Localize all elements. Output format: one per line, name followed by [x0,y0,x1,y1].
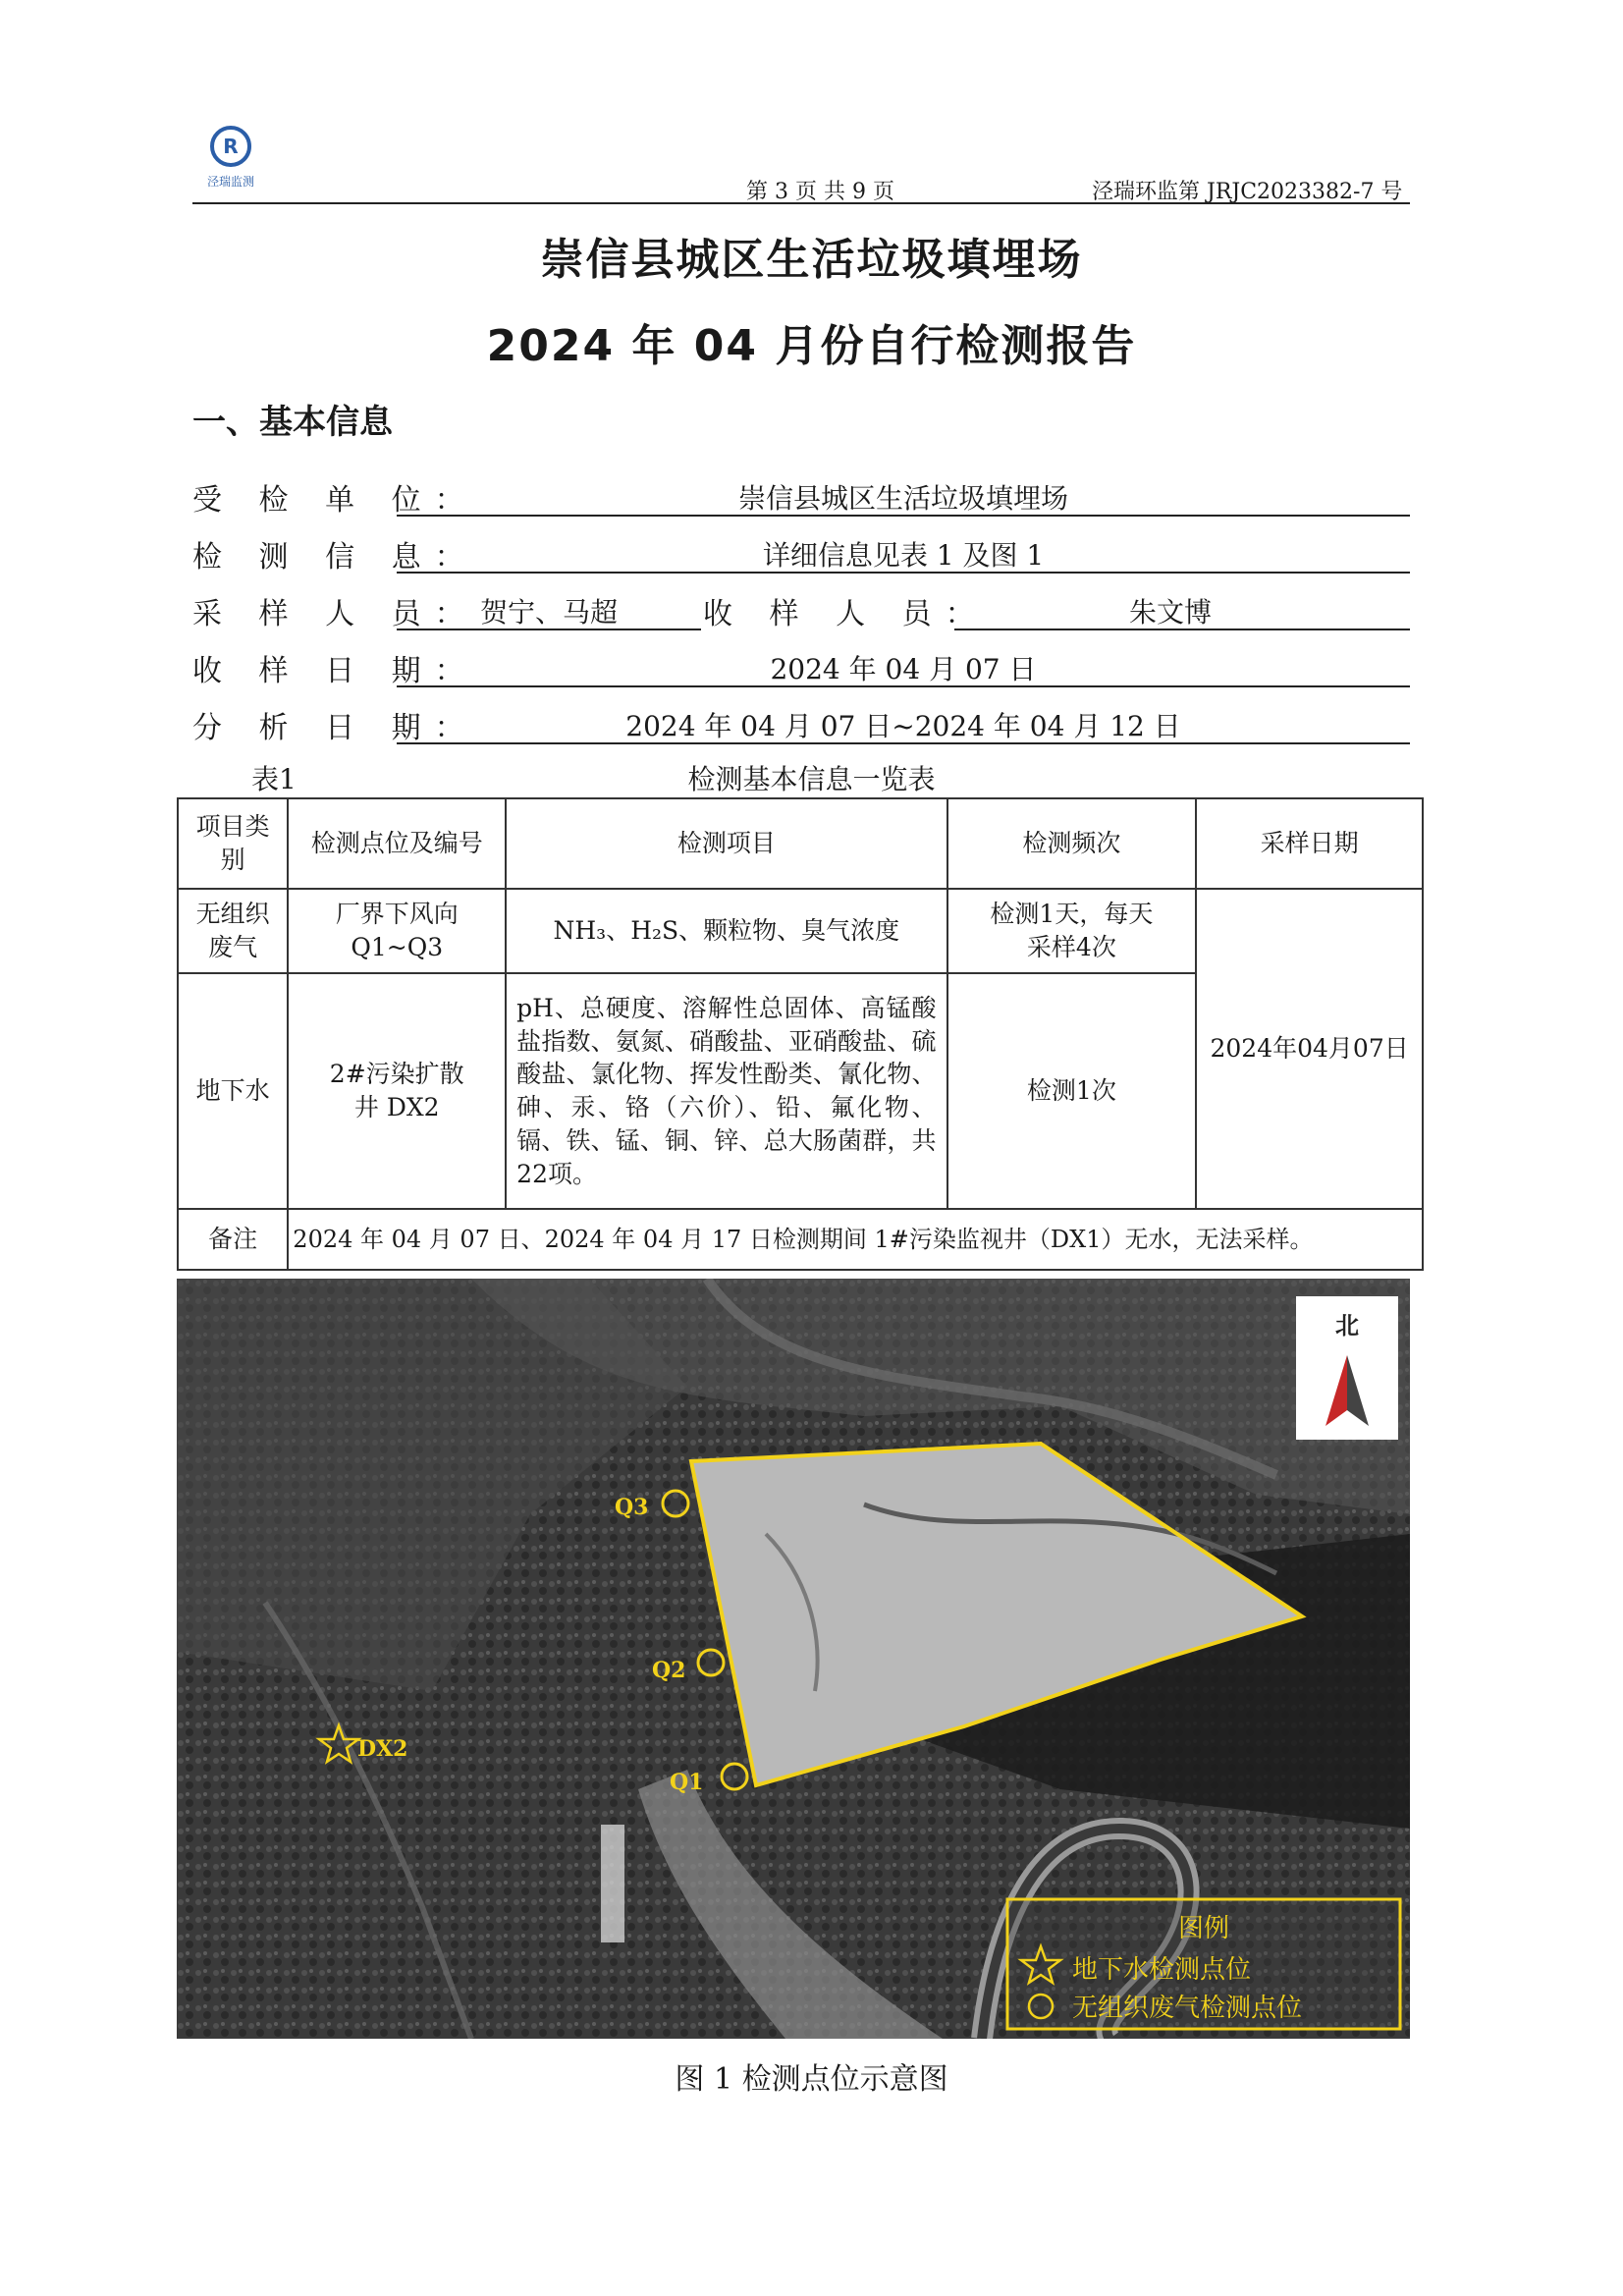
sampler-value: 贺宁、马超 [479,596,618,629]
receiver-value: 朱文博 [1128,596,1212,629]
cell-category: 地下水 [178,973,288,1209]
page-info: 第 3 页 共 9 页 [746,180,894,204]
report-title-line2: 2024 年 04 月份自行检测报告 [486,321,1137,371]
remark-label: 备注 [178,1209,288,1270]
logo-text: 泾瑞监测 [206,175,254,189]
cell-frequency: 检测1次 [947,973,1197,1209]
company-logo [196,126,265,191]
legend-groundwater: 地下水检测点位 [1072,1955,1252,1985]
table-remark-row [178,1209,1423,1270]
table-header-row [178,798,1423,889]
test-info-value: 详细信息见表 1 及图 1 [762,539,1045,572]
remark-value: 2024 年 04 月 07 日、2024 年 04 月 17 日检测期间 1#污染监视井（DX1）无水，无法采样。 [288,1209,1423,1270]
header-divider [192,202,1410,204]
cell-items: NH₃、H₂S、颗粒物、臭气浓度 [506,889,947,973]
cell-location: 厂界下风向 Q1~Q3 [288,889,506,973]
col-header-date: 采样日期 [1196,798,1423,889]
figure-caption: 图 1 检测点位示意图 [675,2062,948,2097]
client-value: 崇信县城区生活垃圾填埋场 [737,482,1068,515]
cell-frequency: 检测1天，每天采样4次 [947,889,1197,973]
client-label: 受 检 单 位： [192,483,478,518]
receiver-label: 收 样 人 员： [703,597,989,631]
sampler-label: 采 样 人 员： [192,597,478,631]
table-number: 表1 [251,763,297,795]
point-label-q2: Q2 [652,1658,686,1683]
legend-title: 图例 [1177,1914,1230,1943]
satellite-map-image [177,1279,1410,2039]
table-title: 检测基本信息一览表 [687,763,936,795]
receive-date-label: 收 样 日 期： [192,654,478,688]
point-label-q1: Q1 [670,1770,704,1795]
logo-mark-icon: R [210,126,251,167]
info-table [177,797,1424,1271]
point-label-q3: Q3 [615,1495,649,1520]
cell-category: 无组织废气 [178,889,288,973]
test-info-label: 检 测 信 息： [192,540,478,574]
table-row [178,889,1423,973]
analysis-date-label: 分 析 日 期： [192,711,478,745]
col-header-location: 检测点位及编号 [288,798,506,889]
cell-location: 2#污染扩散井 DX2 [288,973,506,1209]
analysis-date-value: 2024 年 04 月 07 日~2024 年 04 月 12 日 [625,710,1181,742]
site-map [177,1279,1410,2039]
section-heading: 一、基本信息 [192,403,393,442]
cell-sampling-date: 2024年04月07日 [1196,889,1423,1209]
report-number: 泾瑞环监第 JRJC2023382-7 号 [1092,180,1403,204]
north-label: 北 [1335,1312,1359,1339]
cell-items: pH、总硬度、溶解性总固体、高锰酸盐指数、氨氮、硝酸盐、亚硝酸盐、硫酸盐、氯化物、挥发性酚类、氰化物、砷、汞、铬（六价）、铅、氟化物、镉、铁、锰、铜、锌、总大肠菌群，共22项。 [506,973,947,1209]
point-label-dx2: DX2 [357,1736,408,1762]
report-title-line1: 崇信县城区生活垃圾填埋场 [540,235,1083,285]
col-header-frequency: 检测频次 [947,798,1197,889]
col-header-category: 项目类别 [178,798,288,889]
legend-air: 无组织废气检测点位 [1072,1994,1303,2023]
col-header-items: 检测项目 [506,798,947,889]
receive-date-value: 2024 年 04 月 07 日 [770,653,1037,685]
